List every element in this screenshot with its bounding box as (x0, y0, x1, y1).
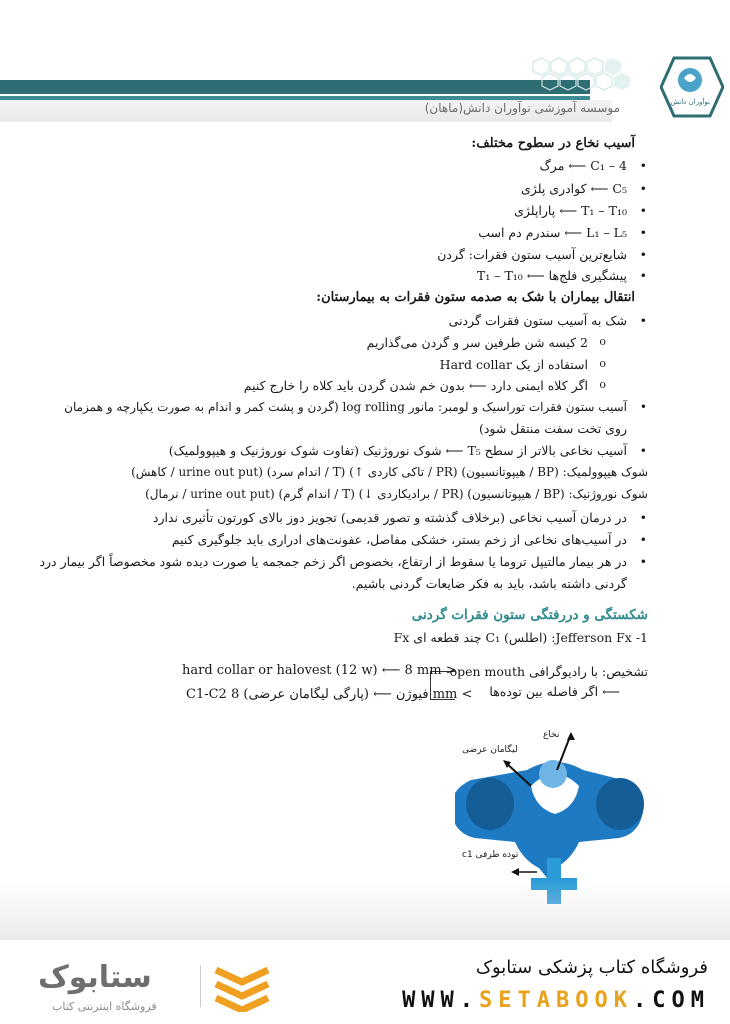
list-item-continuation: روی تخت سفت منتقل شود) (478, 421, 627, 436)
label-spinal-cord: نخاع (543, 730, 560, 740)
jefferson-fracture: (اطلس) C₁ چند قطعه ای Fx :Jefferson Fx -1 (393, 630, 648, 645)
brand-wordmark: ستابوک (38, 960, 152, 995)
list-item: شک به آسیب ستون فقرات گردنی • (449, 313, 627, 328)
logo-text: نوآوران دانش (670, 98, 710, 106)
logo (660, 56, 724, 118)
institute-name: موسسه آموزشی نوآوران دانش(ماهان) (424, 101, 620, 115)
url-prefix: WWW. (402, 988, 480, 1013)
list-item: پیشگیری فلج‌ها ⟵ T₁ – T₁₀ • (477, 268, 627, 283)
spinal-cord-shape (539, 760, 567, 788)
list-item: C₁ – 4 ⟵ مرگ • (540, 158, 627, 173)
shock-hypovolemic: شوک هیپوولمیک: (BP / هیپوتانسیون) (PR / تاکی کاردی ↑) (T / اندام سرد) (urine out put / کاهش) (131, 465, 648, 479)
url-suffix: .COM (633, 988, 710, 1013)
label-transverse-ligament: لیگامان عرضی (462, 745, 518, 755)
diagnosis-line-2: ⟵ اگر فاصله بین توده‌ها (489, 684, 620, 699)
option-under-8mm: hard collar or halovest (12 w) ⟵ 8 mm > (182, 663, 457, 678)
list-item: آسیب ستون فقرات توراسیک و لومبر: مانور log rolling (گردن و پشت کمر و اندام به صورت یکپارچه و همزمان • (64, 400, 627, 414)
footer-url[interactable] (402, 988, 710, 1013)
page-fade (0, 880, 730, 942)
lateral-mass-right (596, 778, 644, 830)
label-lateral-mass: توده طرفی c1 (462, 850, 519, 860)
header-bar (0, 80, 590, 94)
sub-list-item: استفاده از یک Hard collar o (440, 357, 588, 372)
list-item: T₁ – T₁₀ ⟵ پاراپلژی • (514, 203, 627, 218)
section-title-transfer: انتقال بیماران با شک به صدمه ستون فقرات به بیمارستان: (316, 290, 635, 305)
section-title-spinal-levels: آسیب نخاع در سطوح مختلف: (471, 136, 635, 151)
list-item-continuation: گردنی داشته باشد، باید به فکر ضایعات گردنی باشیم. (351, 576, 627, 591)
diagnosis-line: تشخیص: با رادیوگرافی open mouth (449, 664, 648, 679)
chevron-logo-icon (210, 962, 274, 1012)
brand-tagline: فروشگاه اینترنتی کتاب (52, 1000, 157, 1013)
lateral-mass-left (466, 778, 514, 830)
list-item: در آسیب‌های نخاعی از زخم بستر، خشکی مفاصل، عفونت‌های ادراری باید جلوگیری کنیم • (172, 532, 627, 547)
footer-divider (200, 965, 201, 1007)
hexagon-decoration (523, 54, 633, 100)
list-item: L₁ – L₅ ⟵ سندرم دم اسب • (478, 225, 627, 240)
list-item: در هر بیمار مالتیپل تروما یا سقوط از ارتفاع، بخصوص اگر زخم جمجمه یا صورت دیده شود مخصوصاً اگر بیمار درد • (39, 554, 627, 569)
url-domain: SETABOOK (479, 988, 634, 1013)
list-item: در درمان آسیب نخاعی (برخلاف گذشته و تصور قدیمی) تجویز دوز بالای کورتون تأثیری ندارد • (153, 510, 627, 525)
list-item: آسیب نخاعی بالاتر از سطح T₅ ⟵ شوک نوروژنیک (تفاوت شوک نوروژنیک و هیپوولمیک) • (169, 443, 627, 458)
footer-store-title: فروشگاه کتاب پزشکی ستابوک (475, 957, 708, 978)
list-item: C₅ ⟵ کوادری پلژی • (521, 181, 627, 196)
section-title-cervical-fracture: شکستگی و دررفتگی ستون فقرات گردنی (411, 607, 648, 623)
sub-list-item: اگر کلاه ایمنی دارد ⟵ بدون خم شدن گردن باید کلاه را خارج کنیم o (244, 378, 588, 393)
option-over-8mm: C1-C2 فیوژن ⟵ (پارگی لیگامان عرضی) 8 mm < (186, 687, 473, 702)
sub-list-item: 2 کیسه شن طرفین سر و گردن می‌گذاریم o (367, 335, 588, 350)
shock-neurogenic: شوک نوروژنیک: (BP / هیپوتانسیون) (PR / برادیکاردی ↓) (T / اندام گرم) (urine out put / نرمال) (145, 487, 648, 501)
list-item: شایع‌ترین آسیب ستون فقرات: گردن • (437, 247, 627, 262)
